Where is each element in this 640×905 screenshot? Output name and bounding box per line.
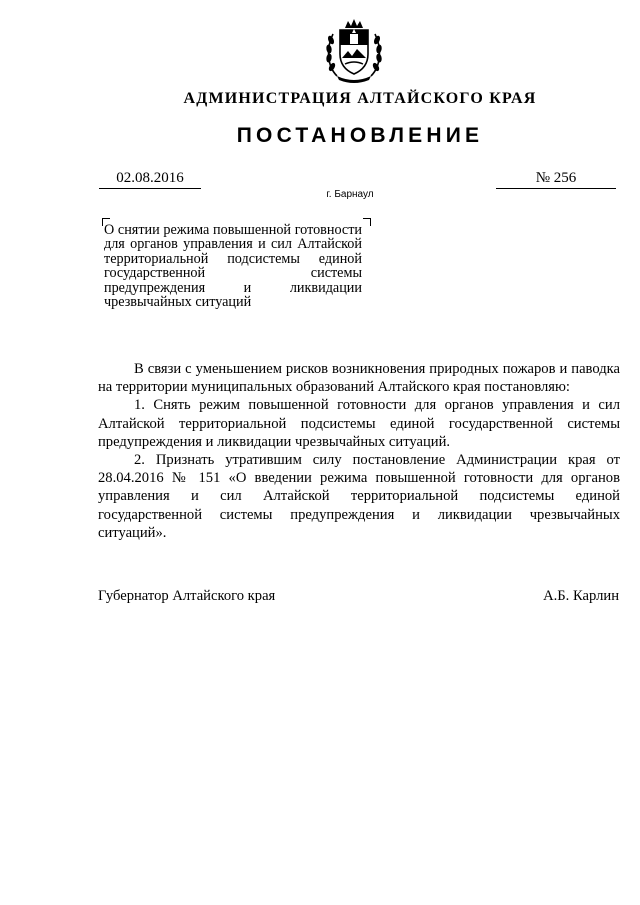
body-preamble: В связи с уменьшением рисков возникновения природных пожаров и паводка на территории муниципальных образований Алтайского края постановляю: [98,361,620,396]
subject-bracket-right [363,218,371,226]
document-number: № 256 [496,170,616,189]
document-body [98,360,620,542]
body-item-1: 1. Снять режим повышенной готовности для органов управления и сил Алтайской территориальной подсистемы единой государственной системы предупреждения и ликвидации чрезвычайных ситуаций. [98,397,620,450]
signatory-name: А.Б. Карлин [543,588,619,604]
document-type-title: ПОСТАНОВЛЕНИЕ [236,124,484,147]
document-subject: О снятии режима повышенной готовности для органов управления и сил Алтайской территориальной подсистемы единой государственной системы предупреждения и ликвидации чрезвычайных ситуаций [104,222,362,311]
altai-krai-coat-of-arms-icon [323,18,385,84]
signatory-title: Губернатор Алтайского края [98,588,276,604]
organization-title: АДМИНИСТРАЦИЯ АЛТАЙСКОГО КРАЯ [183,90,537,107]
document-city: г. Барнаул [326,189,374,200]
document-date: 02.08.2016 [99,170,201,189]
body-item-2: 2. Признать утратившим силу постановление Администрации края от 28.04.2016 № 151 «О введении режима повышенной готовности для органов управления и сил Алтайской территориальной подсистемы единой государственной системы предупреждения и ликвидации чрезвычайных ситуаций». [98,452,620,541]
